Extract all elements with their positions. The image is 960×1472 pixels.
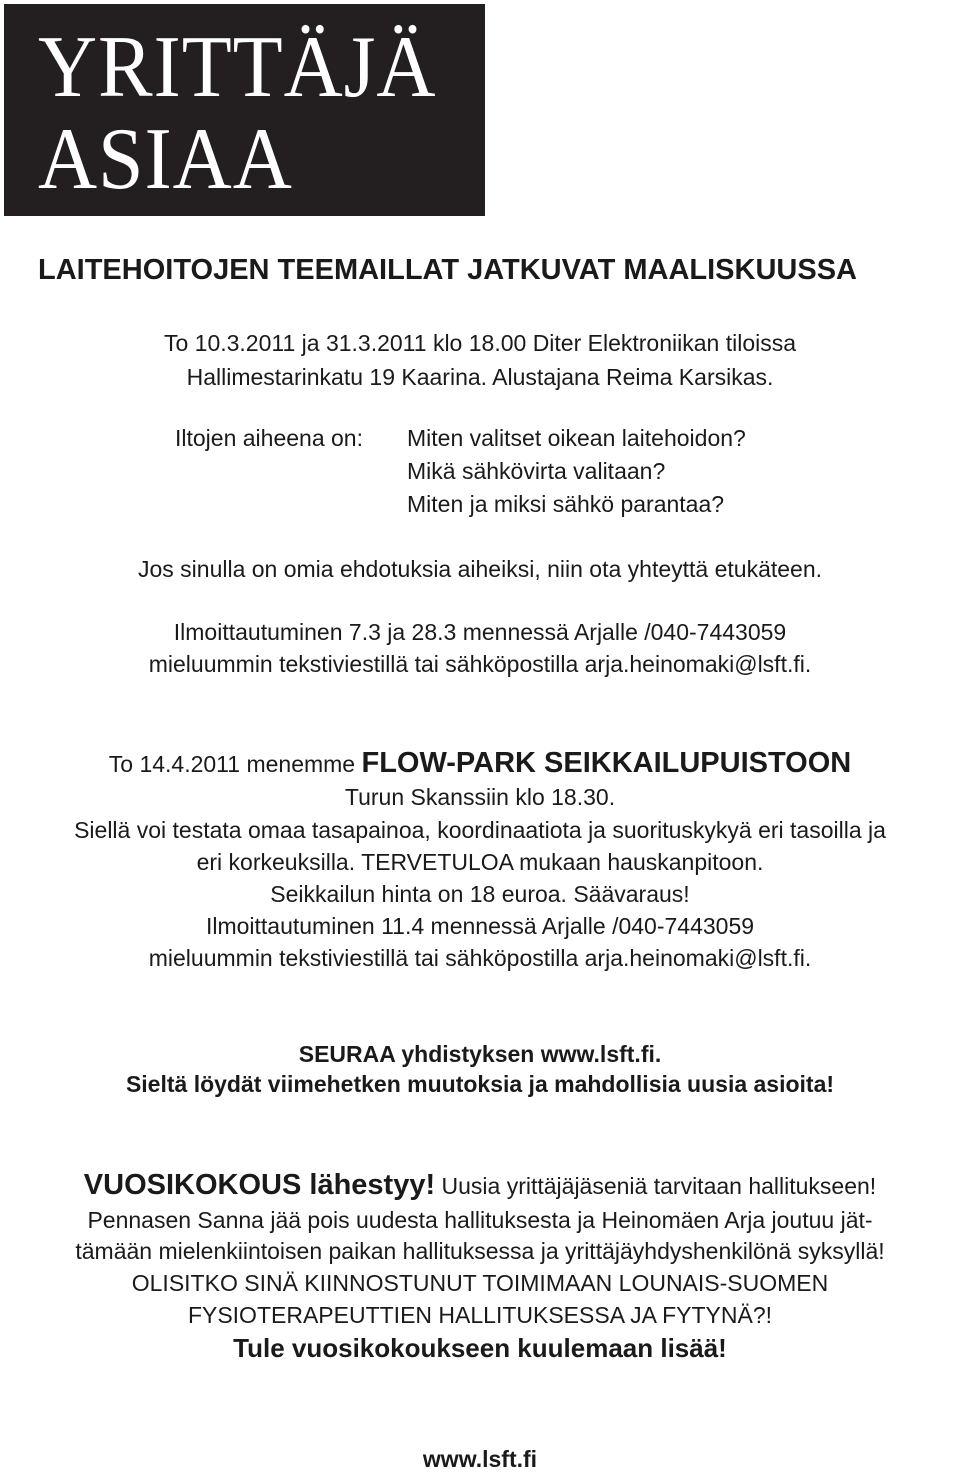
flowpark-line2: Turun Skanssiin klo 18.30. (344, 784, 616, 810)
meeting-line5: FYSIOTERAPEUTTIEN HALLITUKSESSA JA FYTYNÄ?! (187, 1302, 773, 1328)
section1-line2: Hallimestarinkatu 19 Kaarina. Alustajana Reima Karsikas. (186, 364, 774, 390)
meeting-line4: OLISITKO SINÄ KIINNOSTUNUT TOIMIMAAN LOUNAIS-SUOMEN (131, 1270, 829, 1296)
flowpark-heading (0, 749, 960, 778)
flowpark-line6: Ilmoittautuminen 11.4 mennessä Arjalle /040-7443059 (205, 913, 755, 939)
suggestions-text: Jos sinulla on omia ehdotuksia aiheiksi, niin ota yhteyttä etukäteen. (137, 556, 823, 582)
flowpark-line5: Seikkailun hinta on 18 euroa. Säävaraus! (270, 881, 690, 907)
logo-line-1: YRITTÄJÄ (38, 19, 437, 116)
follow-line2: Sieltä löydät viimehetken muutoksia ja mahdollisia uusia asioita! (125, 1071, 835, 1097)
topics-label: Iltojen aiheena on: (175, 425, 363, 451)
meeting-title-tail: Uusia yrittäjäjäseniä tarvitaan hallitukseen! (435, 1173, 877, 1199)
flowpark-line7: mieluummin tekstiviestillä tai sähköpostilla arja.heinomaki@lsft.fi. (148, 945, 812, 971)
headline: LAITEHOITOJEN TEEMAILLAT JATKUVAT MAALISKUUSSA (38, 254, 857, 286)
meeting-heading (0, 1171, 960, 1200)
topic-item-2: Mikä sähkövirta valitaan? (407, 458, 666, 484)
meeting-line3: tämään mielenkiintoisen paikan hallituksessa ja yrittäjäyhdyshenkilönä syksyllä! (75, 1238, 885, 1264)
flowpark-line3: Siellä voi testata omaa tasapainoa, koordinaatiota ja suorituskykyä eri tasoilla ja (74, 817, 886, 843)
section1-line1: To 10.3.2011 ja 31.3.2011 klo 18.00 Diter Elektroniikan tiloissa (163, 330, 797, 356)
flowpark-intro: To 14.4.2011 menemme (108, 751, 362, 777)
registration-line2: mieluummin tekstiviestillä tai sähköpostilla arja.heinomaki@lsft.fi. (148, 651, 812, 677)
footer-url-link[interactable]: www.lsft.fi (422, 1446, 538, 1472)
logo-line-2: ASIAA (38, 111, 293, 208)
meeting-line2: Pennasen Sanna jää pois uudesta hallituksesta ja Heinomäen Arja joutuu jät- (87, 1207, 873, 1233)
flowpark-line4: eri korkeuksilla. TERVETULOA mukaan hauskanpitoon. (196, 849, 764, 875)
topic-item-1: Miten valitset oikean laitehoidon? (407, 425, 746, 451)
meeting-title: VUOSIKOKOUS lähestyy! (83, 1169, 436, 1201)
logo-box (4, 4, 485, 216)
registration-line1: Ilmoittautuminen 7.3 ja 28.3 mennessä Arjalle /040-7443059 (173, 619, 787, 645)
topic-item-3: Miten ja miksi sähkö parantaa? (407, 491, 725, 517)
flowpark-event: FLOW-PARK SEIKKAILUPUISTOON (361, 747, 852, 779)
follow-line1: SEURAA yhdistyksen www.lsft.fi. (298, 1041, 662, 1067)
meeting-line6: Tule vuosikokoukseen kuulemaan lisää! (233, 1333, 727, 1363)
